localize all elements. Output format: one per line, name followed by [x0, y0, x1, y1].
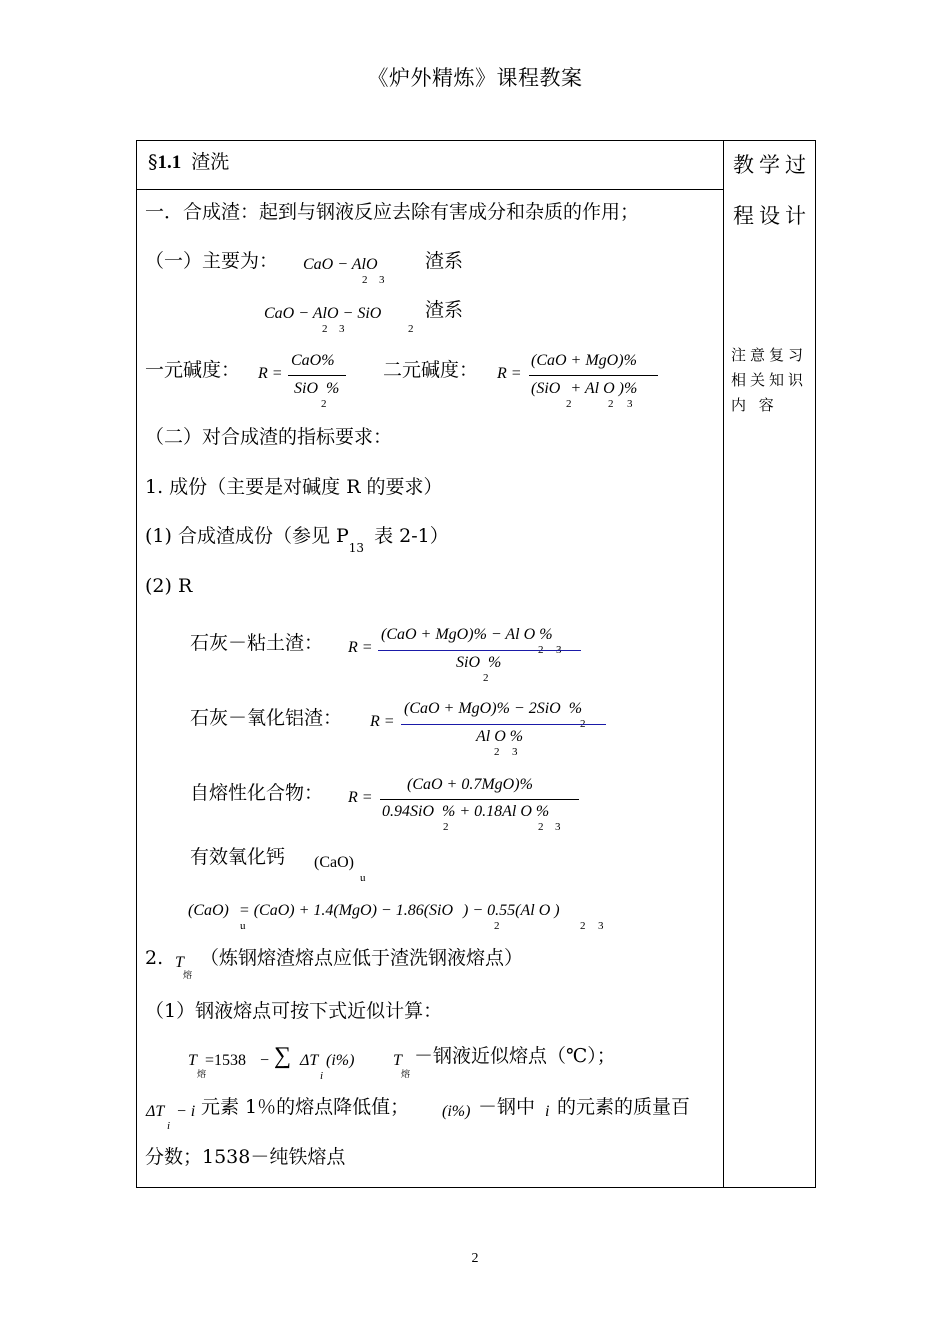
unary-basicity-label: 一元碱度： — [145, 359, 241, 381]
percent-i-definition: －钢中 — [478, 1096, 536, 1118]
melting-temp-definition: －钢液近似熔点（℃）； — [414, 1045, 616, 1067]
formula-subscript: 2 — [443, 821, 449, 833]
melting-point-note: （炼钢熔渣熔点应低于渣洗钢液熔点） — [200, 947, 524, 969]
lime-alumina-slag-label: 石灰－氧化铝渣： — [190, 707, 343, 729]
side-design-label-1: 教学过 — [733, 153, 811, 177]
formula-subscript: 2 — [566, 398, 572, 410]
formula-subscript: 3 — [555, 821, 561, 833]
formula-r-eq: R = — [348, 639, 373, 656]
fraction-numerator: (CaO + MgO)% — [531, 352, 637, 369]
melting-temp-symbol: T — [175, 954, 184, 971]
delta-t-definition: 元素 1％的熔点降低值； — [201, 1096, 410, 1118]
percent-i-definition-cont: 的元素的质量百 — [557, 1096, 691, 1118]
formula-r-eq: R = — [258, 365, 283, 382]
formula-subscript: 2 — [322, 323, 328, 335]
section-mark: § — [148, 151, 158, 173]
binary-basicity-label: 二元碱度： — [383, 359, 479, 381]
side-note-1: 注意复习 — [731, 346, 808, 364]
formula-subscript: 熔 — [197, 1070, 207, 1080]
table-row-divider — [136, 189, 724, 190]
formula-r-eq: R = — [348, 789, 373, 806]
composition-heading: 1. 成份（主要是对碱度 R 的要求） — [145, 476, 443, 498]
fraction-bar — [378, 650, 581, 651]
side-design-label-2: 程设计 — [733, 204, 811, 228]
formula-cao-al2o3: CaO − AlO — [303, 256, 378, 273]
formula-subscript: i — [167, 1120, 171, 1132]
delta-t-symbol: ΔT — [300, 1052, 319, 1069]
formula-subscript: 2 — [408, 323, 414, 335]
melting-formula-base: =1538 — [205, 1052, 247, 1069]
fraction-denominator: Al O % — [476, 728, 524, 745]
side-note-3: 内 容 — [731, 396, 778, 414]
pure-iron-note: 分数；1538－纯铁熔点 — [145, 1146, 346, 1168]
effective-cao-formula: (CaO) = (CaO) + 1.4(MgO) − 1.86(SiO ) − 0.55(Al O ) — [188, 902, 560, 919]
fraction-bar — [380, 799, 579, 800]
formula-subscript: u — [240, 920, 246, 932]
section-heading — [148, 153, 229, 172]
formula-subscript: 2 — [608, 398, 614, 410]
synthetic-slag-definition: 一．合成渣：起到与钢液反应去除有害成分和杂质的作用； — [145, 201, 640, 223]
melting-point-heading: 2. — [145, 947, 164, 969]
fraction-numerator: (CaO + MgO)% − Al O % — [381, 626, 553, 643]
fraction-denominator: SiO % — [294, 380, 340, 397]
formula-subscript: 3 — [627, 398, 633, 410]
fraction-numerator: CaO% — [291, 352, 335, 369]
melting-temp-symbol: T — [188, 1052, 197, 1069]
minus-i-symbol: − i — [176, 1103, 196, 1120]
main-types-label: （一）主要为： — [145, 250, 279, 272]
basicity-r-heading: (2) R — [145, 575, 193, 597]
delta-t-symbol: ΔT — [146, 1103, 165, 1120]
section-number: 1.1 — [157, 152, 182, 173]
fraction-denominator: SiO % — [456, 654, 502, 671]
side-note-2: 相关知识 — [731, 371, 808, 389]
composition-reference: (1) 合成渣成份（参见 $P_{13}$表 2-1） — [145, 525, 449, 555]
melting-point-calc-heading: （1）钢液熔点可按下式近似计算： — [145, 1000, 443, 1022]
effective-cao-label: 有效氧化钙 — [190, 846, 286, 868]
section-title: 渣洗 — [191, 151, 230, 173]
formula-subscript: 2 — [483, 672, 489, 684]
formula-r-eq: R = — [497, 365, 522, 382]
fraction-numerator: (CaO + 0.7MgO)% — [407, 776, 533, 793]
page-number: 2 — [471, 1251, 479, 1266]
effective-cao-symbol: (CaO) — [314, 854, 354, 871]
percent-i-symbol: (i%) — [326, 1052, 355, 1069]
formula-r-eq: R = — [370, 713, 395, 730]
formula-subscript: 熔 — [183, 971, 193, 981]
formula-subscript: 2 — [580, 920, 586, 932]
self-fluxing-label: 自熔性化合物： — [190, 782, 324, 804]
requirements-heading: （二）对合成渣的指标要求： — [145, 426, 393, 448]
formula-subscript: 3 — [339, 323, 345, 335]
formula-cao-al2o3-sio2: CaO − AlO − SiO — [264, 305, 382, 322]
formula-subscript: 3 — [512, 746, 518, 758]
lime-clay-slag-label: 石灰－粘土渣： — [190, 632, 324, 654]
minus-sign: − — [260, 1052, 270, 1069]
index-i-symbol: i — [545, 1103, 550, 1120]
fraction-denominator: (SiO + Al O )% — [531, 380, 638, 397]
document-title: 《炉外精炼》课程教案 — [367, 66, 583, 90]
melting-temp-symbol: T — [393, 1052, 402, 1069]
table-column-divider — [723, 140, 724, 1188]
fraction-bar — [401, 724, 606, 725]
percent-i-symbol: (i%) — [442, 1103, 471, 1120]
formula-subscript: 熔 — [401, 1070, 411, 1080]
formula-subscript: 2 — [321, 398, 327, 410]
slag-system-label: 渣系 — [425, 299, 464, 321]
formula-subscript: i — [320, 1070, 324, 1082]
formula-subscript: 2 — [494, 920, 500, 932]
formula-subscript: 3 — [379, 274, 385, 286]
formula-subscript: 3 — [598, 920, 604, 932]
formula-subscript: u — [360, 872, 366, 884]
fraction-denominator: 0.94SiO % + 0.18Al O % — [382, 803, 550, 820]
slag-system-label: 渣系 — [425, 250, 464, 272]
fraction-numerator: (CaO + MgO)% − 2SiO % — [404, 700, 583, 717]
formula-subscript: 2 — [494, 746, 500, 758]
fraction-bar — [529, 375, 658, 376]
sigma-symbol: ∑ — [274, 1043, 292, 1069]
formula-subscript: 2 — [538, 821, 544, 833]
fraction-bar — [288, 375, 346, 376]
formula-subscript: 2 — [362, 274, 368, 286]
